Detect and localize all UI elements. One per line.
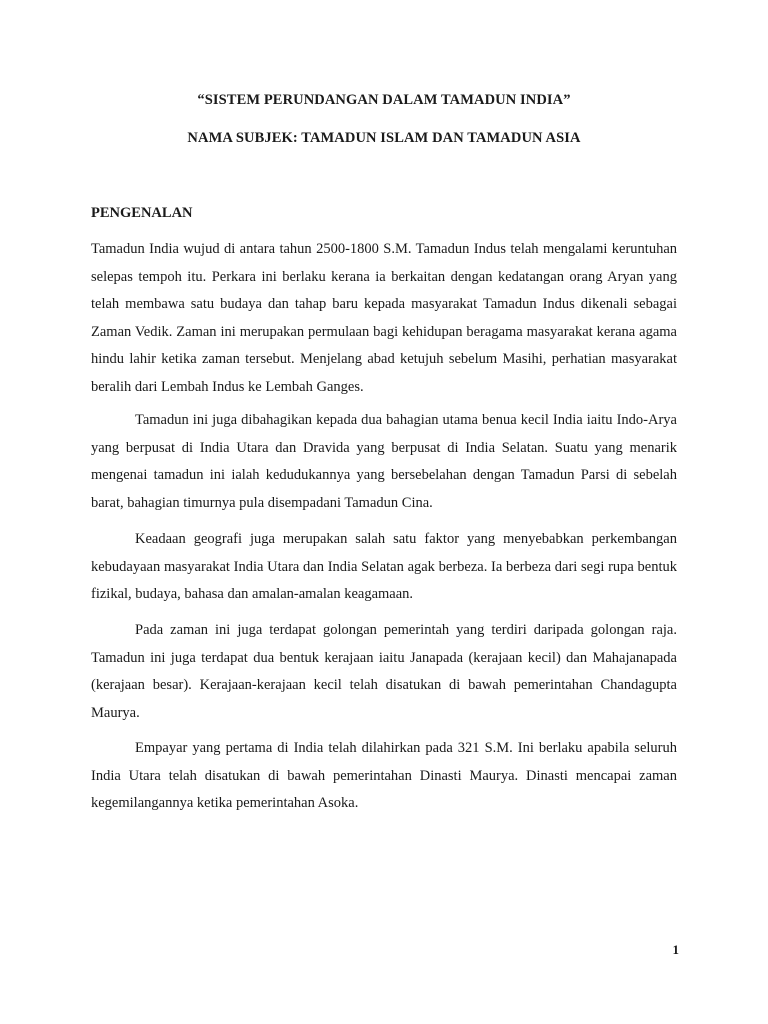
paragraph-1: Tamadun India wujud di antara tahun 2500-1800 S.M. Tamadun Indus telah mengalami keruntuhan selepas tempoh itu. Perkara ini berlaku kerana ia berkaitan dengan kedatangan orang Aryan yang telah membawa satu budaya dan tahap baru kepada masyarakat Tamadun Indus dikenali sebagai Zaman Vedik. Zaman ini merupakan permulaan bagi kehidupan beragama masyarakat kerana agama hindu lahir ketika zaman tersebut. Menjelang abad ketujuh sebelum Masihi, perhatian masyarakat beralih dari Lembah Indus ke Lembah Ganges. [91,241,677,395]
subject-name: NAMA SUBJEK: TAMADUN ISLAM DAN TAMADUN ASIA [187,130,581,146]
paragraph-5: Empayar yang pertama di India telah dilahirkan pada 321 S.M. Ini berlaku apabila seluruh India Utara telah disatukan di bawah pemerintahan Dinasti Maurya. Dinasti mencapai zaman kegemilangannya ketika pemerintahan Asoka. [91,740,677,812]
document-title: “SISTEM PERUNDANGAN DALAM TAMADUN INDIA” [197,92,571,108]
section-heading: PENGENALAN [91,205,193,221]
page-number: 1 [672,942,679,957]
paragraph-2: Tamadun ini juga dibahagikan kepada dua bahagian utama benua kecil India iaitu Indo-Arya yang berpusat di India Utara dan Dravida yang berpusat di India Selatan. Suatu yang menarik mengenai tamadun ini ialah kedudukannya yang bersebelahan dengan Tamadun Parsi di sebelah barat, bahagian timurnya pula disempadani Tamadun Cina. [91,412,677,511]
paragraph-4: Pada zaman ini juga terdapat golongan pemerintah yang terdiri daripada golongan raja. Tamadun ini juga terdapat dua bentuk kerajaan iaitu Janapada (kerajaan kecil) dan Mahajanapada (kerajaan besar). Kerajaan-kerajaan kecil telah disatukan di bawah pemerintahan Chandagupta Maurya. [91,622,677,721]
paragraph-3: Keadaan geografi juga merupakan salah satu faktor yang menyebabkan perkembangan kebudayaan masyarakat India Utara dan India Selatan agak berbeza. Ia berbeza dari segi rupa bentuk fizikal, budaya, bahasa dan amalan-amalan keagamaan. [91,531,677,603]
